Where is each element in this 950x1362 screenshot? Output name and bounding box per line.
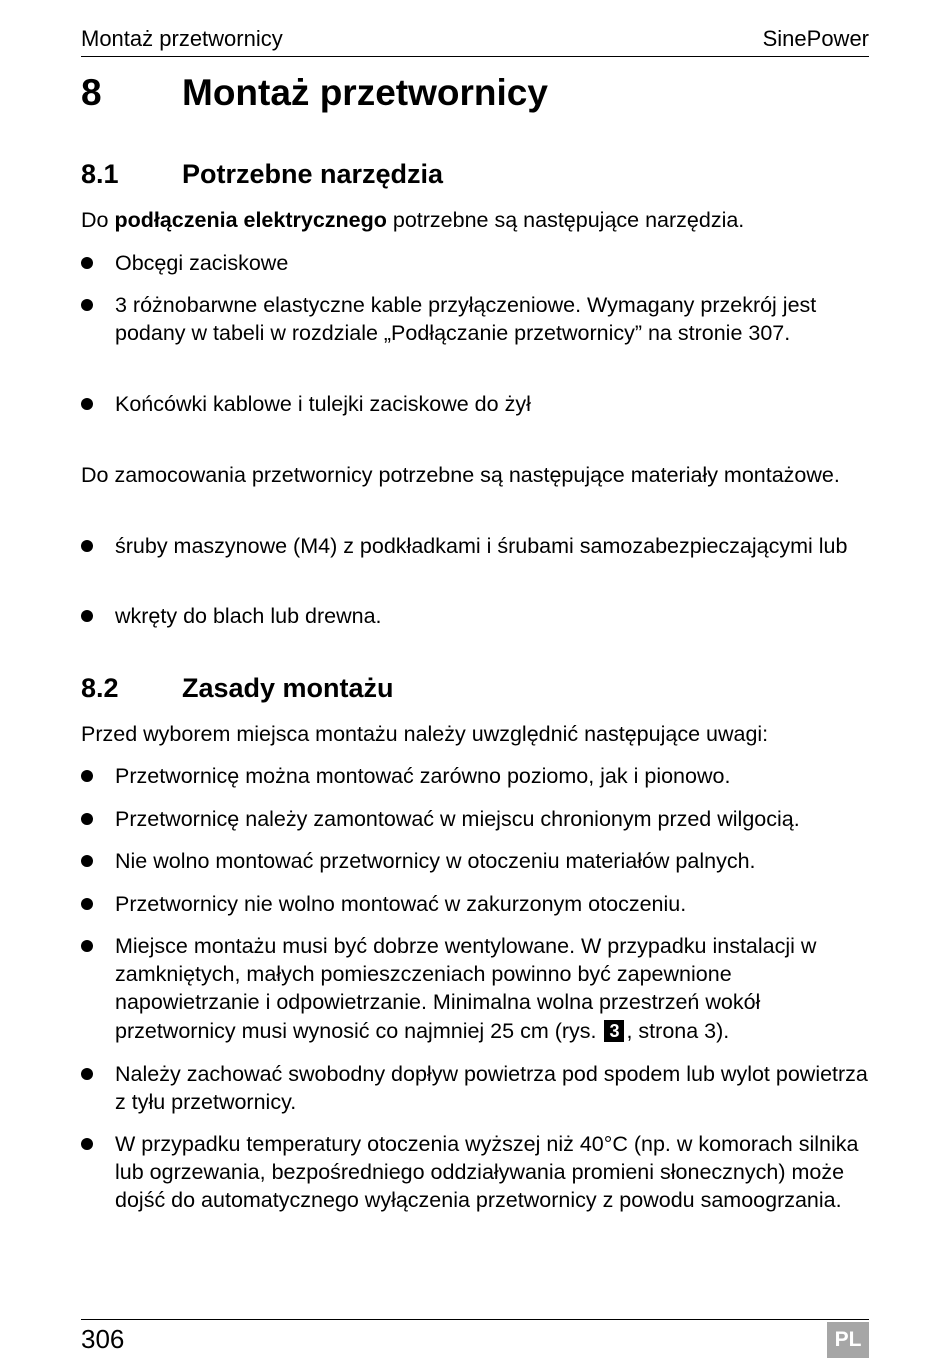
list-item: [81, 1130, 871, 1215]
section-number: 8.1: [81, 159, 119, 189]
list-item-text: Przetwornicę należy zamontować w miejscu chronionym przed wilgocią.: [115, 807, 800, 831]
tools-intro-bold: podłączenia elektrycznego: [114, 208, 387, 232]
figure-ref-badge: 3: [604, 1020, 624, 1042]
page-header: [81, 22, 869, 57]
list-item-text: śruby maszynowe (M4) z podkładkami i śrubami samozabezpieczającymi lub: [115, 534, 848, 558]
header-product-name: SinePower: [762, 26, 869, 51]
tools-intro-text: Do: [81, 208, 115, 232]
chapter-number: 8: [81, 72, 102, 113]
bullet-icon: [81, 540, 93, 552]
list-item: [81, 390, 871, 418]
footer-divider: [81, 1319, 869, 1320]
chapter-title: Montaż przetwornicy: [182, 72, 548, 113]
list-item: [81, 602, 871, 630]
bullet-icon: [81, 940, 93, 952]
tools-intro-text-end: potrzebne są następujące narzędzia.: [386, 208, 745, 232]
section-heading-8-1: [81, 157, 443, 191]
list-item-text: wkręty do blach lub drewna.: [115, 604, 382, 628]
bullet-icon: [81, 813, 93, 825]
list-item-text: Należy zachować swobodny dopływ powietrza pod spodem lub wylot powietrza z tyłu przetwornicy.: [115, 1062, 868, 1115]
list-item: [81, 805, 871, 833]
bullet-icon: [81, 257, 93, 269]
ventilation-text-end: , strona 3).: [626, 1018, 730, 1043]
list-item-text: Obcęgi zaciskowe: [115, 251, 289, 275]
list-item: [81, 1060, 871, 1116]
list-item: [81, 890, 871, 918]
bullet-icon: [81, 398, 93, 410]
language-tab: PL: [827, 1322, 869, 1358]
list-item-text: Nie wolno montować przetwornicy w otoczeniu materiałów palnych.: [115, 849, 756, 873]
bullet-icon: [81, 898, 93, 910]
list-item: [81, 762, 871, 790]
list-item-text: Przetwornicy nie wolno montować w zakurzonym otoczeniu.: [115, 892, 687, 916]
mounting-intro: Przed wyborem miejsca montażu należy uwzględnić następujące uwagi:: [81, 722, 769, 746]
bullet-icon: [81, 1068, 93, 1080]
page-number: 306: [81, 1324, 125, 1354]
section-heading-8-2: [81, 671, 394, 705]
bullet-icon: [81, 610, 93, 622]
list-item-text: W przypadku temperatury otoczenia wyższej niż 40°C (np. w komorach silnika lub ogrzewania, bezpośredniego oddziaływania promieni słonecznych) może dojść do automatycznego wyłączenia przetwornicy z powodu samoogrzania.: [115, 1132, 859, 1213]
bullet-icon: [81, 855, 93, 867]
header-section-title: Montaż przetwornicy: [81, 26, 283, 51]
list-item-text: [115, 932, 871, 1045]
bullet-icon: [81, 299, 93, 311]
list-item-text: Końcówki kablowe i tulejki zaciskowe do żył: [115, 392, 531, 416]
list-item-text: 3 różnobarwne elastyczne kable przyłączeniowe. Wymagany przekrój jest podany w tabeli w rozdziale „Podłączanie przetwornicy” na stronie 307.: [115, 293, 817, 346]
bullet-icon: [81, 770, 93, 782]
section-title: Zasady montażu: [182, 673, 394, 703]
list-item: [81, 249, 871, 277]
list-item: [81, 932, 871, 1045]
section-number: 8.2: [81, 673, 119, 703]
list-item: [81, 847, 871, 875]
list-item: [81, 532, 871, 560]
list-item: [81, 291, 871, 347]
bullet-icon: [81, 1138, 93, 1150]
section-title: Potrzebne narzędzia: [182, 159, 444, 189]
materials-intro: Do zamocowania przetwornicy potrzebne są następujące materiały montażowe.: [81, 463, 840, 487]
list-item-text: Przetwornicę można montować zarówno poziomo, jak i pionowo.: [115, 764, 731, 788]
tools-intro: [81, 206, 871, 234]
chapter-heading: [81, 70, 548, 116]
ventilation-text: Miejsce montażu musi być dobrze wentylowane. W przypadku instalacji w zamkniętych, małych pomieszczeniach powinno być zapewnione napowietrzanie i odpowietrzanie. Minimalna wolna przestrzeń wokół przetwornicy musi wynosić co najmniej 25 cm (rys.: [115, 934, 817, 1043]
